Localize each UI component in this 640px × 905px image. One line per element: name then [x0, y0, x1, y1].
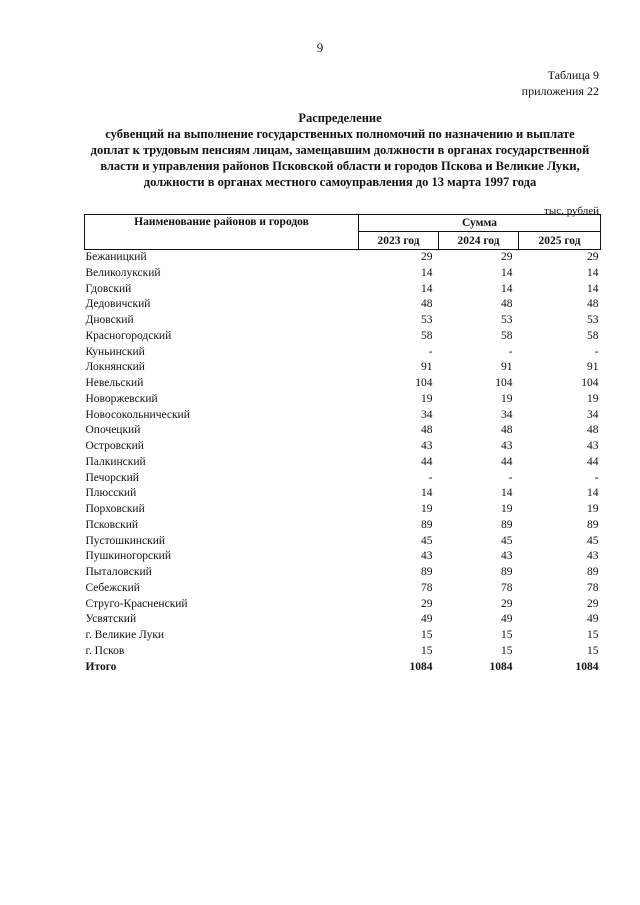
- table-row: [85, 282, 601, 298]
- annex-table-label: Таблица 9: [547, 68, 599, 82]
- row-name: Струго-Красненский: [85, 597, 188, 610]
- row-name: г. Великие Луки: [85, 629, 165, 641]
- row-value-2024: 49: [501, 613, 513, 626]
- row-value-2023: 104: [415, 377, 433, 389]
- table-row: [85, 408, 601, 424]
- row-name: Великолукский: [85, 266, 161, 279]
- table-row: [85, 486, 601, 502]
- header-year-2023: 2023 год: [359, 232, 439, 250]
- row-value-2025: 91: [587, 361, 599, 374]
- row-value-2024: 104: [495, 377, 513, 389]
- table-row: [85, 471, 601, 487]
- row-value-2025: 14: [587, 487, 599, 500]
- annex-appendix-label: приложения 22: [521, 84, 599, 98]
- row-name: Пушкиногорский: [85, 550, 171, 563]
- row-value-2025: 104: [581, 377, 599, 389]
- row-value-2023: 34: [421, 408, 433, 421]
- row-value-2024: 43: [501, 550, 513, 563]
- row-name: Порховский: [85, 503, 145, 515]
- row-value-2025: 48: [587, 298, 599, 311]
- row-value-2025: -: [594, 471, 599, 484]
- table-row: [85, 266, 601, 282]
- table-row: [85, 612, 601, 628]
- total-row: [85, 660, 601, 676]
- annex-reference: [522, 67, 599, 99]
- table-row: [85, 250, 601, 266]
- row-value-2025: 15: [587, 629, 599, 641]
- row-value-2023: 78: [421, 581, 433, 594]
- row-value-2023: 19: [421, 503, 433, 515]
- row-value-2023: 91: [421, 361, 433, 374]
- row-value-2023: 29: [421, 251, 433, 263]
- row-value-2025: 45: [587, 534, 599, 547]
- row-value-2024: 14: [501, 487, 513, 500]
- row-value-2024: 91: [501, 361, 513, 374]
- distribution-table: [84, 214, 601, 675]
- table-row: [85, 597, 601, 613]
- row-name: Красногородский: [85, 329, 172, 342]
- total-label: Итого: [85, 660, 117, 673]
- row-value-2024: 43: [501, 440, 513, 452]
- row-value-2024: 48: [501, 424, 513, 437]
- row-name: Псковский: [85, 518, 139, 531]
- table-row: [85, 628, 601, 644]
- row-value-2023: 43: [421, 440, 433, 452]
- table-row: [85, 360, 601, 376]
- total-value-2024: 1084: [489, 660, 513, 673]
- row-value-2023: 14: [421, 266, 433, 279]
- row-value-2024: 89: [501, 566, 513, 578]
- row-value-2023: 19: [421, 392, 433, 405]
- row-value-2023: 58: [421, 329, 433, 342]
- row-name: Дедовичский: [85, 298, 151, 311]
- table-row: [85, 502, 601, 518]
- row-value-2024: 45: [501, 534, 513, 547]
- row-value-2023: 48: [421, 424, 433, 437]
- title-line-2: субвенций на выполнение государственных полномочий по назначению и выплате: [105, 127, 575, 141]
- row-value-2024: 14: [501, 282, 513, 295]
- row-value-2023: 49: [421, 613, 433, 626]
- row-value-2024: 19: [501, 392, 513, 405]
- table-row: [85, 565, 601, 581]
- row-name: Островский: [85, 440, 144, 452]
- row-value-2025: 58: [587, 329, 599, 342]
- row-name: Бежаницкий: [85, 251, 147, 263]
- table-row: [85, 345, 601, 361]
- table-row: [85, 376, 601, 392]
- row-value-2023: 44: [421, 455, 433, 468]
- row-value-2025: 89: [587, 566, 599, 578]
- row-name: Дновский: [85, 314, 134, 326]
- table-row: [85, 455, 601, 471]
- row-value-2025: 48: [587, 424, 599, 437]
- page-number: 9: [316, 40, 324, 55]
- row-value-2025: 43: [587, 550, 599, 563]
- row-name: Новоржевский: [85, 392, 158, 405]
- row-value-2025: 14: [587, 282, 599, 295]
- row-value-2024: 34: [501, 408, 513, 421]
- table-row: [85, 439, 601, 455]
- row-value-2024: 14: [501, 266, 513, 279]
- header-year-2024: 2024 год: [439, 232, 519, 250]
- row-name: Пыталовский: [85, 566, 152, 578]
- row-value-2025: 19: [587, 392, 599, 405]
- row-value-2023: 14: [421, 282, 433, 295]
- row-value-2023: 89: [421, 566, 433, 578]
- total-value-2025: 1084: [575, 660, 599, 673]
- row-value-2024: 78: [501, 581, 513, 594]
- total-value-2023: 1084: [409, 660, 433, 673]
- row-value-2023: 48: [421, 298, 433, 311]
- row-value-2025: 15: [587, 644, 599, 657]
- row-value-2024: 53: [501, 314, 513, 326]
- row-name: Плюсский: [85, 487, 137, 500]
- row-value-2023: 29: [421, 597, 433, 610]
- row-value-2025: 44: [587, 455, 599, 468]
- title-line-1: Распределение: [298, 111, 382, 125]
- row-value-2024: 58: [501, 329, 513, 342]
- row-value-2024: 89: [501, 518, 513, 531]
- row-name: Новосокольнический: [85, 408, 190, 421]
- row-value-2023: 53: [421, 314, 433, 326]
- row-value-2025: 78: [587, 581, 599, 594]
- row-value-2023: 14: [421, 487, 433, 500]
- title-line-4: власти и управления районов Псковской области и городов Пскова и Великие Луки,: [100, 159, 580, 173]
- row-value-2024: 29: [501, 597, 513, 610]
- row-value-2024: 15: [501, 629, 513, 641]
- header-name: Наименование районов и городов: [85, 215, 359, 250]
- row-name: Палкинский: [85, 455, 146, 468]
- table-body: [85, 250, 601, 676]
- row-name: Невельский: [85, 377, 144, 389]
- row-name: Себежский: [85, 581, 140, 594]
- row-value-2025: 29: [587, 597, 599, 610]
- row-name: Куньинский: [85, 345, 145, 358]
- table-row: [85, 423, 601, 439]
- header-sum: Сумма: [359, 215, 601, 232]
- row-value-2025: 19: [587, 503, 599, 515]
- row-value-2023: 45: [421, 534, 433, 547]
- row-name: Гдовский: [85, 282, 132, 295]
- row-value-2025: 14: [587, 266, 599, 279]
- row-name: Усвятский: [85, 613, 137, 626]
- header-year-2025: 2025 год: [519, 232, 601, 250]
- row-value-2024: 44: [501, 455, 513, 468]
- row-value-2024: 15: [501, 644, 513, 657]
- title-line-5: должности в органах местного самоуправления до 13 марта 1997 года: [143, 175, 537, 189]
- table-row: [85, 549, 601, 565]
- row-value-2025: 89: [587, 518, 599, 531]
- row-value-2025: 43: [587, 440, 599, 452]
- row-value-2023: 15: [421, 629, 433, 641]
- table-row: [85, 534, 601, 550]
- row-value-2025: 49: [587, 613, 599, 626]
- row-value-2025: -: [594, 345, 599, 358]
- table-row: [85, 581, 601, 597]
- row-value-2025: 34: [587, 408, 599, 421]
- row-name: г. Псков: [85, 644, 125, 657]
- row-value-2025: 29: [587, 251, 599, 263]
- row-value-2024: 19: [501, 503, 513, 515]
- row-name: Печорский: [85, 471, 139, 484]
- row-value-2024: -: [508, 345, 513, 358]
- row-value-2024: 48: [501, 298, 513, 311]
- row-value-2023: -: [428, 471, 433, 484]
- row-name: Локнянский: [85, 361, 145, 374]
- title-line-3: доплат к трудовым пенсиям лицам, замещавшим должности в органах государственной: [90, 143, 590, 157]
- row-value-2023: -: [428, 345, 433, 358]
- table-row: [85, 518, 601, 534]
- row-name: Опочецкий: [85, 424, 141, 437]
- table-row: [85, 313, 601, 329]
- document-title: [60, 110, 620, 190]
- table-row: [85, 297, 601, 313]
- row-name: Пустошкинский: [85, 534, 166, 547]
- table-row: [85, 644, 601, 660]
- row-value-2024: -: [508, 471, 513, 484]
- table-row: [85, 392, 601, 408]
- row-value-2023: 15: [421, 644, 433, 657]
- table-row: [85, 329, 601, 345]
- units-label: тыс. рублей: [544, 205, 599, 217]
- row-value-2023: 89: [421, 518, 433, 531]
- row-value-2024: 29: [501, 251, 513, 263]
- row-value-2025: 53: [587, 314, 599, 326]
- row-value-2023: 43: [421, 550, 433, 563]
